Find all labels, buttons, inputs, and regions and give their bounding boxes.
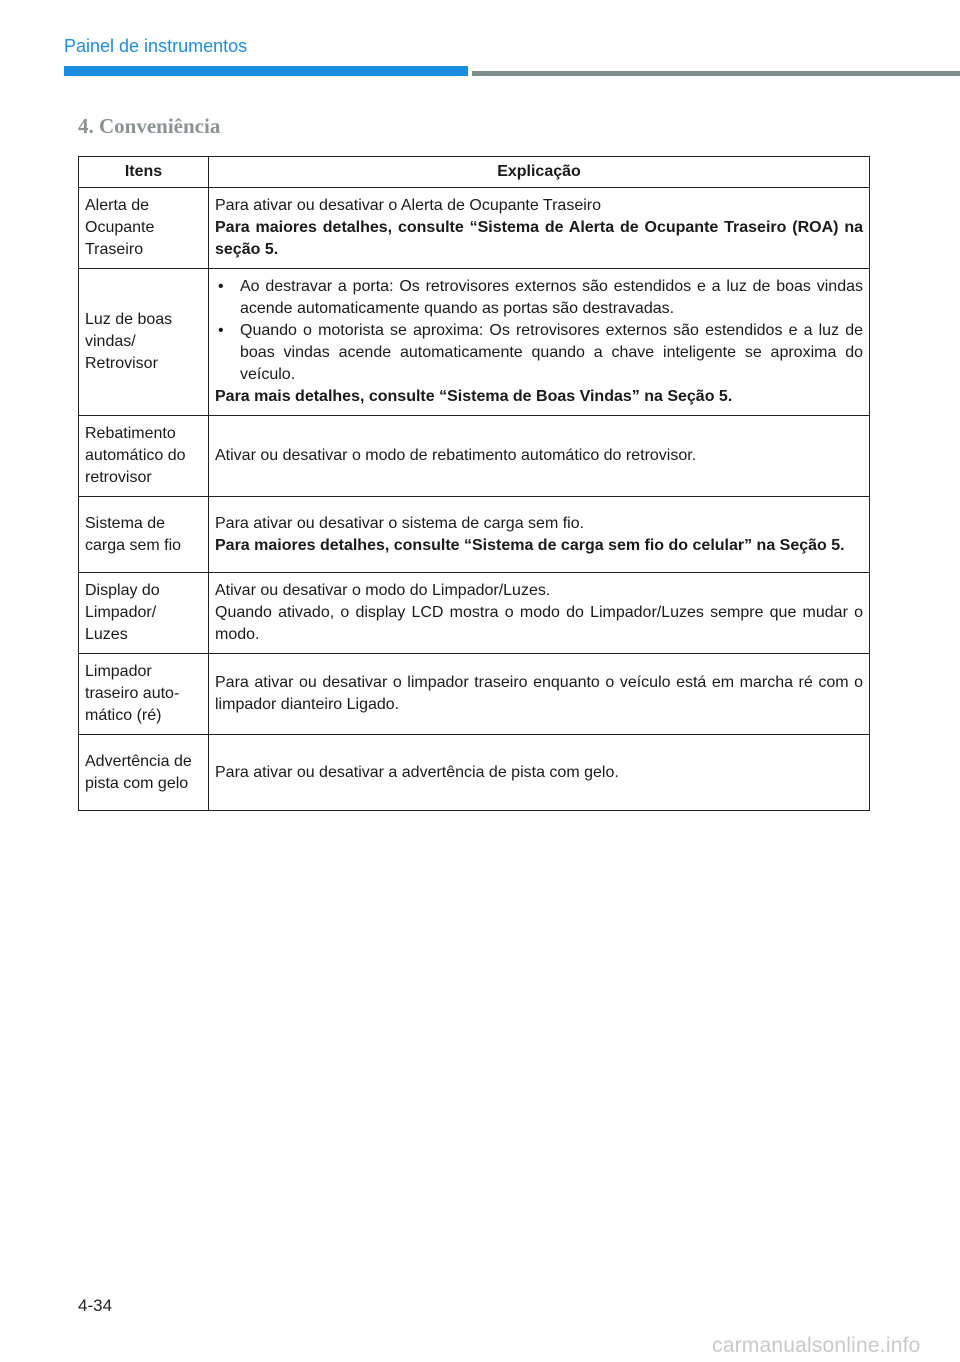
row-explanation-cell bbox=[209, 735, 870, 811]
row-item-cell: Advertência de pista com gelo bbox=[79, 735, 209, 811]
explanation-text: Para ativar ou desativar o Alerta de Ocupante Traseiro bbox=[215, 197, 601, 214]
section-title: 4. Conveniência bbox=[78, 114, 221, 138]
explanation-text: Para ativar ou desativar o sistema de carga sem fio. bbox=[215, 514, 585, 532]
row-explanation-cell bbox=[209, 416, 870, 497]
row-explanation-cell bbox=[209, 269, 870, 416]
table-row bbox=[79, 416, 870, 497]
header-rule bbox=[472, 71, 960, 76]
row-explanation-cell bbox=[209, 573, 870, 654]
column-header-items: Itens bbox=[79, 157, 209, 188]
row-item-cell: Sistema de carga sem fio bbox=[79, 497, 209, 573]
explanation-text: Ativar ou desativar o modo de rebatimento automático do retrovisor. bbox=[215, 447, 697, 464]
bullet-item: • Ao destravar a porta: Os retrovisores externos são estendidos e a luz de boas vindas acende automaticamente quando as portas são destravadas. bbox=[215, 276, 863, 320]
page-number: 4-34 bbox=[78, 1296, 113, 1315]
reference-note: Para maiores detalhes, consulte “Sistema de Alerta de Ocupante Traseiro (ROA) na seção 5. bbox=[215, 219, 863, 258]
bullet-item: • Quando o motorista se aproxima: Os retrovisores externos são estendidos e a luz de boas vindas acende automaticamente quando a chave inteligente se aproxima do veículo. bbox=[215, 320, 863, 386]
header-accent-bar bbox=[64, 66, 468, 76]
row-item-cell: Limpador traseiro auto- mático (ré) bbox=[79, 654, 209, 735]
table-row bbox=[79, 573, 870, 654]
row-item-cell: Alerta de Ocupante Traseiro bbox=[79, 188, 209, 269]
features-table bbox=[78, 156, 870, 811]
table-row bbox=[79, 735, 870, 811]
reference-note: Para mais detalhes, consulte “Sistema de Boas Vindas” na Seção 5. bbox=[215, 388, 733, 405]
explanation-text: Para ativar ou desativar a advertência de pista com gelo. bbox=[215, 763, 619, 781]
table-row bbox=[79, 654, 870, 735]
table-row bbox=[79, 269, 870, 416]
watermark: carmanualsonline.info bbox=[712, 1334, 921, 1357]
row-item-cell: Display do Limpador/ Luzes bbox=[79, 573, 209, 654]
row-explanation-cell bbox=[209, 497, 870, 573]
reference-note: Para maiores detalhes, consulte “Sistema de carga sem fio do celular” na Seção 5. bbox=[215, 536, 845, 554]
table-row bbox=[79, 497, 870, 573]
column-header-explanation: Explicação bbox=[209, 157, 870, 188]
row-item-cell: Luz de boas vindas/ Retrovisor bbox=[79, 269, 209, 416]
table-row bbox=[79, 188, 870, 269]
explanation-text: Ativar ou desativar o modo do Limpador/Luzes. bbox=[215, 582, 551, 599]
bullet-list bbox=[215, 276, 863, 386]
row-explanation-cell bbox=[209, 188, 870, 269]
row-item-cell: Rebatimento automático do retrovisor bbox=[79, 416, 209, 497]
row-explanation-cell bbox=[209, 654, 870, 735]
chapter-title: Painel de instrumentos bbox=[64, 36, 248, 56]
explanation-text: Para ativar ou desativar o limpador traseiro enquanto o veículo está em marcha ré com o limpador dianteiro Ligado. bbox=[215, 674, 863, 713]
explanation-text-2: Quando ativado, o display LCD mostra o modo do Limpador/Luzes sempre que mudar o modo. bbox=[215, 604, 863, 643]
table-header-row bbox=[79, 157, 870, 188]
